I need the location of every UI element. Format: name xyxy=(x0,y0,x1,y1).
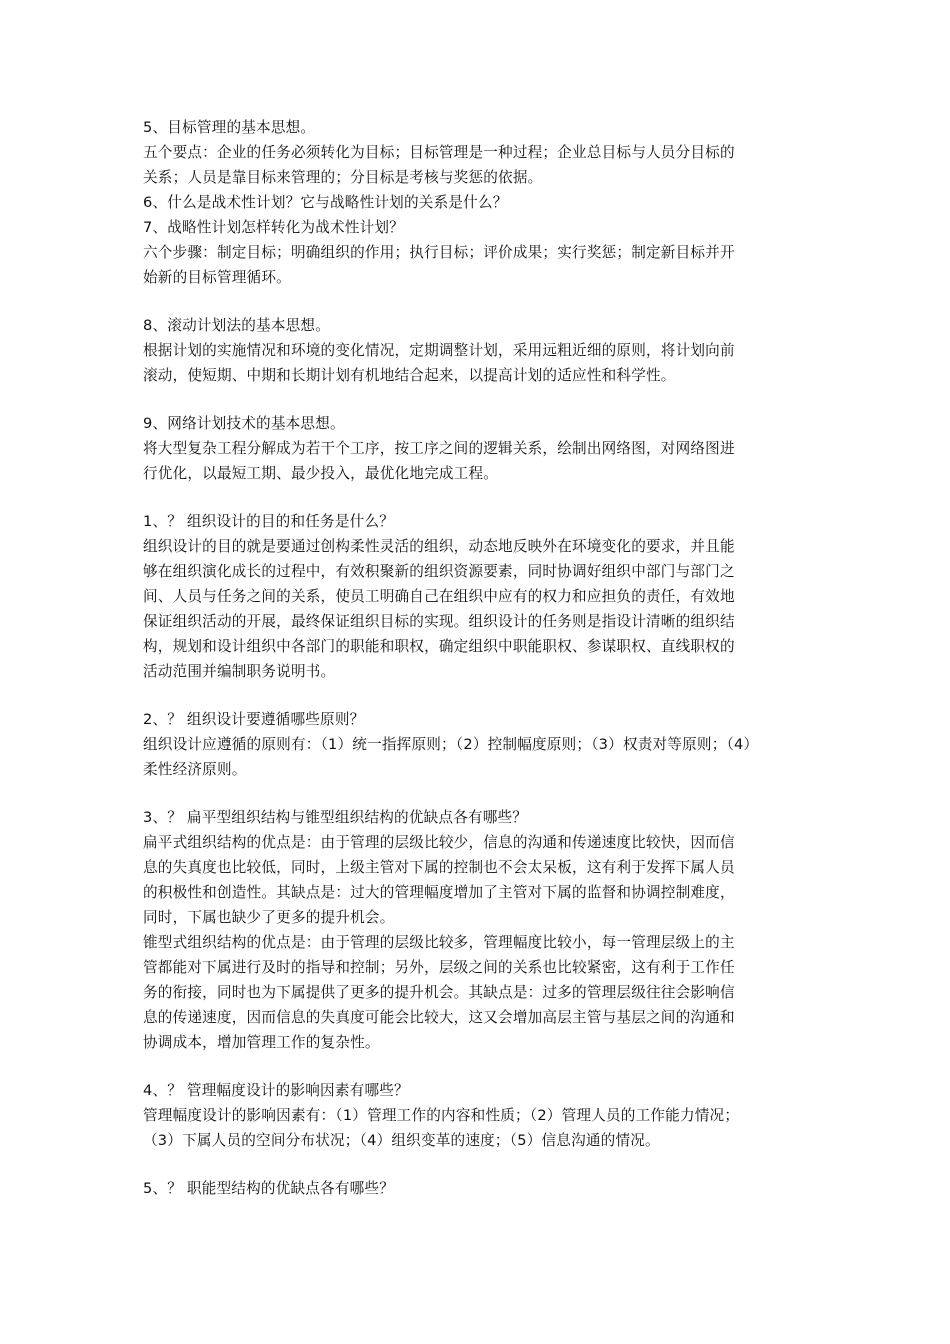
text-line: 关系；人员是靠目标来管理的；分目标是考核与奖惩的依据。 xyxy=(143,169,543,186)
text-line: 组织设计的目的就是要通过创构柔性灵活的组织，动态地反映外在环境变化的要求，并且能 xyxy=(143,538,735,555)
text-line: 管都能对下属进行及时的指导和控制；另外，层级之间的关系也比较紧密，这有利于工作任 xyxy=(143,959,735,976)
paragraph-spacer xyxy=(143,684,811,707)
text-line: 滚动，使短期、中期和长期计划有机地结合起来，以提高计划的适应性和科学性。 xyxy=(143,367,676,384)
text-line: 9、网络计划技术的基本思想。 xyxy=(143,415,345,432)
text-line: 息的失真度也比较低，同时，上级主管对下属的控制也不会太呆板，这有利于发挥下属人员 xyxy=(143,859,735,876)
paragraph-spacer xyxy=(143,486,811,509)
text-line: 3、？ 扁平型组织结构与锥型组织结构的优缺点各有哪些？ xyxy=(143,809,528,826)
paragraph-spacer xyxy=(143,782,811,805)
text-line: 4、？ 管理幅度设计的影响因素有哪些？ xyxy=(143,1082,409,1099)
text-line: 息的传递速度，因而信息的失真度可能会比较大，这又会增加高层主管与基层之间的沟通和 xyxy=(143,1009,735,1026)
text-line: 扁平式组织结构的优点是：由于管理的层级比较少，信息的沟通和传递速度比较快，因而信 xyxy=(143,834,735,851)
text-line: 协调成本，增加管理工作的复杂性。 xyxy=(143,1034,380,1051)
paragraph-spacer xyxy=(143,290,811,313)
text-line: 六个步骤：制定目标；明确组织的作用；执行目标；评价成果；实行奖惩；制定新目标并开 xyxy=(143,244,735,261)
text-line: 构，规划和设计组织中各部门的职能和职权，确定组织中职能职权、参谋职权、直线职权的 xyxy=(143,638,735,655)
text-line: 行优化，以最短工期、最少投入，最优化地完成工程。 xyxy=(143,465,499,482)
text-line: 7、战略性计划怎样转化为战术性计划？ xyxy=(143,219,404,236)
text-line: 间、人员与任务之间的关系，使员工明确自己在组织中应有的权力和应担负的责任，有效地 xyxy=(143,588,735,605)
text-line: 柔性经济原则。 xyxy=(143,761,247,778)
paragraph-spacer xyxy=(143,388,811,411)
text-line: 将大型复杂工程分解成为若干个工序，按工序之间的逻辑关系，绘制出网络图，对网络图进 xyxy=(143,440,735,457)
text-line: 同时，下属也缺少了更多的提升机会。 xyxy=(143,909,395,926)
text-line: 5、目标管理的基本思想。 xyxy=(143,119,316,136)
paragraph-spacer xyxy=(143,1153,811,1176)
text-line: 锥型式组织结构的优点是：由于管理的层级比较多，管理幅度比较小，每一管理层级上的主 xyxy=(143,934,735,951)
text-line: 6、什么是战术性计划？它与战略性计划的关系是什么？ xyxy=(143,194,508,211)
text-line: 8、滚动计划法的基本思想。 xyxy=(143,317,331,334)
text-line: 1、？ 组织设计的目的和任务是什么？ xyxy=(143,513,395,530)
text-line: 够在组织演化成长的过程中，有效积聚新的组织资源要素，同时协调好组织中部门与部门之 xyxy=(143,563,735,580)
text-line: 管理幅度设计的影响因素有：（1）管理工作的内容和性质；（2）管理人员的工作能力情况； xyxy=(143,1107,740,1124)
text-line: 始新的目标管理循环。 xyxy=(143,269,291,286)
text-line: 保证组织活动的开展，最终保证组织目标的实现。组织设计的任务则是指设计清晰的组织结 xyxy=(143,613,735,630)
text-line: 组织设计应遵循的原则有：（1）统一指挥原则；（2）控制幅度原则；（3）权责对等原则；（4） xyxy=(143,736,759,753)
paragraph-spacer xyxy=(143,1055,811,1078)
text-line: 5、？ 职能型结构的优缺点各有哪些？ xyxy=(143,1180,395,1197)
document-page xyxy=(143,115,811,1201)
text-line: 活动范围并编制职务说明书。 xyxy=(143,663,336,680)
text-line: 务的衔接，同时也为下属提供了更多的提升机会。其缺点是：过多的管理层级往往会影响信 xyxy=(143,984,735,1001)
text-line: 五个要点：企业的任务必须转化为目标；目标管理是一种过程；企业总目标与人员分目标的 xyxy=(143,144,735,161)
text-line: 的积极性和创造性。其缺点是：过大的管理幅度增加了主管对下属的监督和协调控制难度， xyxy=(143,884,735,901)
text-line: （3）下属人员的空间分布状况；（4）组织变革的速度；（5）信息沟通的情况。 xyxy=(143,1132,660,1149)
text-line: 2、？ 组织设计要遵循哪些原则？ xyxy=(143,711,365,728)
text-line: 根据计划的实施情况和环境的变化情况，定期调整计划，采用远粗近细的原则，将计划向前 xyxy=(143,342,735,359)
